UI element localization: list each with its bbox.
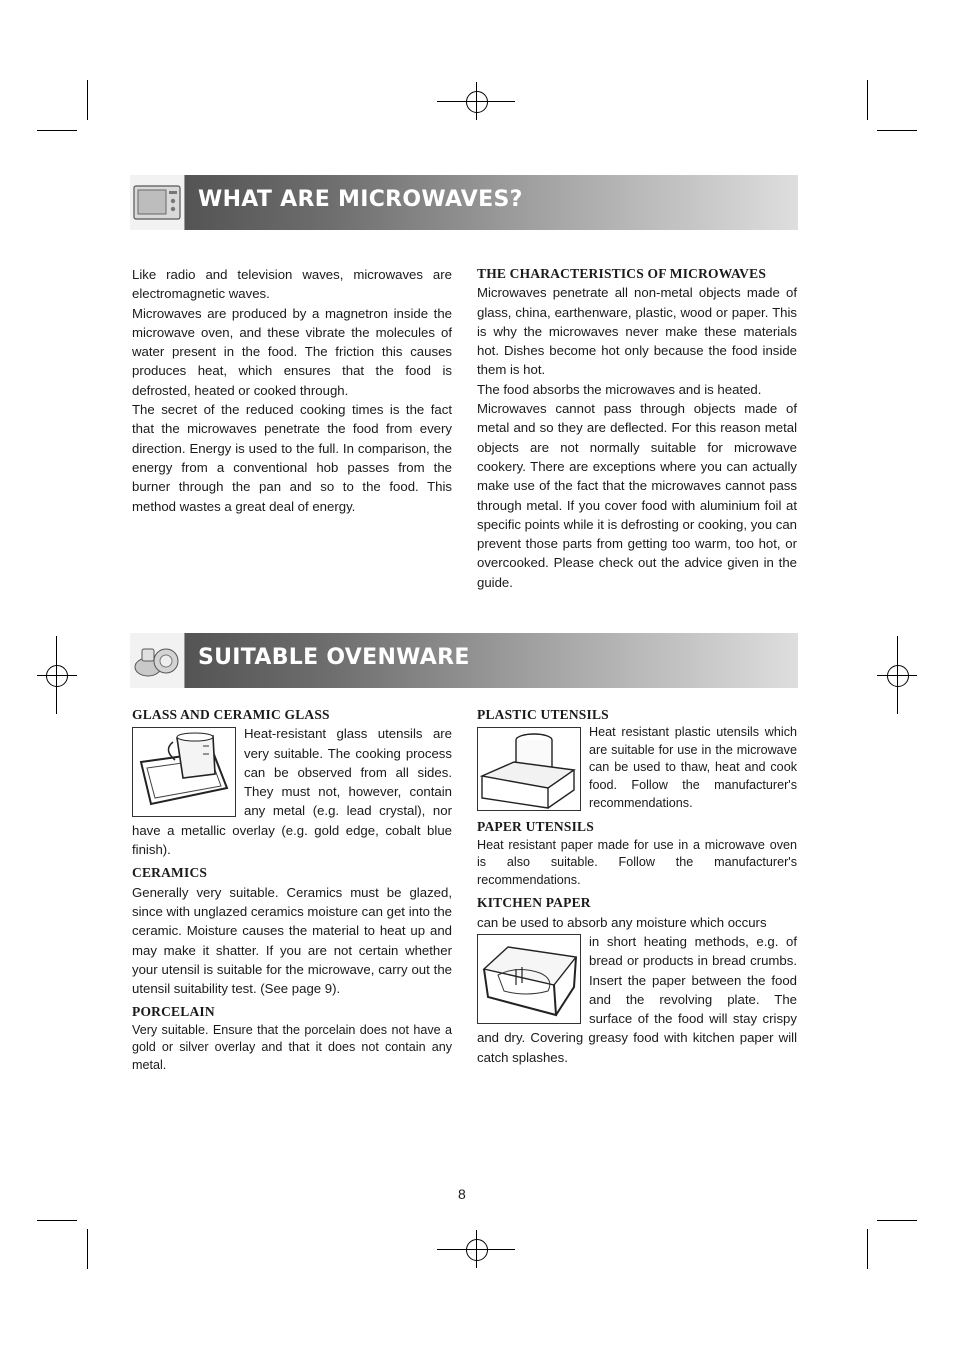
subheading: GLASS AND CERAMIC GLASS [132, 707, 330, 722]
subheading: CERAMICS [132, 865, 208, 881]
glass-dish-illustration [132, 727, 236, 817]
plastic-container-illustration [477, 727, 581, 811]
crop-mark [867, 80, 868, 120]
page-number: 8 [458, 1186, 466, 1202]
registration-circle [466, 1239, 488, 1261]
crop-mark [877, 130, 917, 131]
paragraph: The secret of the reduced cooking times is the fact that the microwaves penetrate the food from every direction. Energy is used to the full. In comparison, the energy from a conventional hob passes from the burner through the pan and so to the food. This method wastes a great deal of energy. [132, 402, 452, 514]
subheading: PLASTIC UTENSILS [477, 707, 609, 722]
crop-mark [37, 1220, 77, 1221]
intro-column [132, 265, 452, 516]
paragraph: Microwaves are produced by a magnetron inside the microwave oven, and these vibrate the molecules of water present in the food. The friction this causes produces heat, which ensures that the food is defrosted, heated or cooked through. [132, 305, 452, 398]
crop-mark [877, 1220, 917, 1221]
subheading: KITCHEN PAPER [477, 895, 591, 911]
paragraph: Heat resistant plastic utensils which are suitable for use in the microwave can be used to thaw, heat and cook food. Follow the manufacturer's recommendations. [589, 725, 797, 810]
registration-circle [887, 665, 909, 687]
section-banner-microwaves [130, 175, 798, 230]
crop-mark [867, 1229, 868, 1269]
paragraph: Microwaves penetrate all non-metal objects made of glass, china, earthenware, plastic, wood or paper. This is why the microwaves never make these materials hot. Dishes become hot only because the food inside them is hot. [477, 285, 797, 378]
section-title: WHAT ARE MICROWAVES? [198, 187, 523, 212]
subheading: THE CHARACTERISTICS OF MICROWAVES [477, 266, 767, 281]
paragraph: Microwaves cannot pass through objects made of metal and so they are deflected. For this reason metal objects are not normally suitable for microwave cookery. There are exceptions where you can actually make use of the fact that the microwaves cannot pass through metal. If you cover food with aluminium foil at specific points while it is defrosting or cooking, you can prevent those parts from getting too warm, too hot, or overcooked. Please check out the advice given in the guide. [477, 401, 797, 590]
paragraph: Heat-resistant glass utensils are very suitable. The cooking process can be observed from all sides. They must not, however, contain any metal (e.g. lead crystal), nor have a metallic overlay (e.g. gold edge, cobalt blue finish). [132, 726, 452, 858]
section-title: SUITABLE OVENWARE [198, 645, 470, 670]
registration-circle [466, 91, 488, 113]
paragraph: in short heating methods, e.g. of bread or products in bread crumbs. Insert the paper between the food and the revolving plate. The surface of the food will stay crispy and dry. Covering greasy food with kitchen paper will catch splashes. [477, 933, 797, 1065]
subheading: PORCELAIN [132, 1004, 215, 1020]
crop-mark [87, 80, 88, 120]
paragraph: The food absorbs the microwaves and is heated. [477, 381, 762, 397]
section-banner-ovenware [130, 633, 798, 688]
characteristics-column [477, 264, 797, 592]
paragraph: can be used to absorb any moisture which occurs [477, 914, 767, 930]
crop-mark [87, 1229, 88, 1269]
paragraph: Like radio and television waves, microwaves are electromagnetic waves. [132, 267, 452, 302]
paragraph: Generally very suitable. Ceramics must be glazed, since with unglazed ceramics moisture can get into the ceramic. Moisture causes the material to heat up and may make it shatter. If you are not certain whether your utensil is suitable for the microwave, carry out the utensil suitability test. (See page 9). [132, 884, 452, 997]
paragraph: Very suitable. Ensure that the porcelain does not have a gold or silver overlay and that it does not contain any metal. [132, 1022, 452, 1072]
cookware-icon [130, 633, 185, 688]
registration-circle [46, 665, 68, 687]
microwave-oven-icon [130, 175, 185, 230]
ovenware-left-column [132, 705, 452, 1075]
paragraph: Heat resistant paper made for use in a microwave oven is also suitable. Follow the manufacturer's recommendations. [477, 837, 797, 887]
ovenware-right-column [477, 705, 797, 1067]
subheading: PAPER UTENSILS [477, 819, 594, 835]
kitchen-paper-dish-illustration [477, 934, 581, 1024]
crop-mark [37, 130, 77, 131]
